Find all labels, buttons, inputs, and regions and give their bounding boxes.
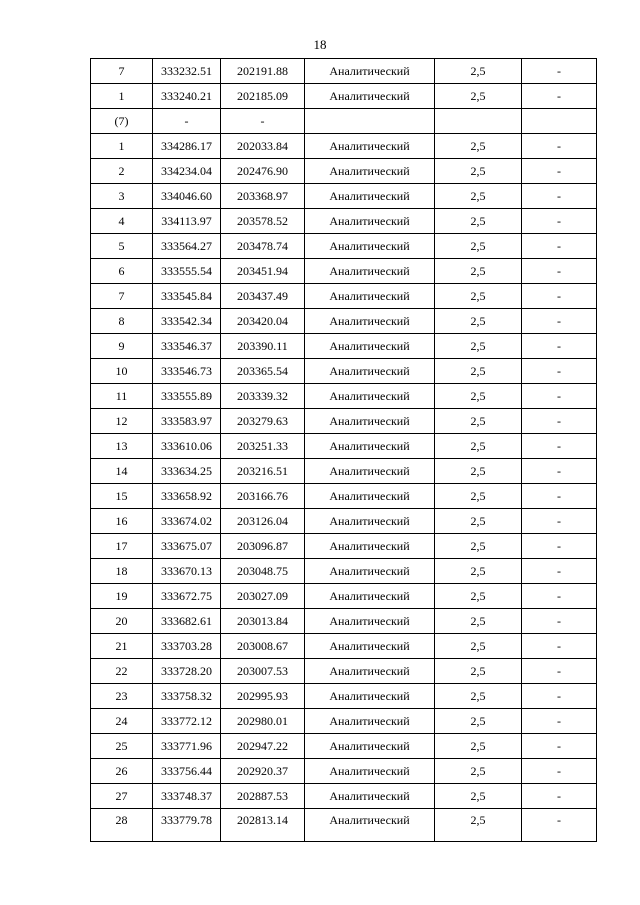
method-cell: Аналитический xyxy=(305,584,435,609)
y-coordinate-cell: 203216.51 xyxy=(221,459,305,484)
method-cell: Аналитический xyxy=(305,684,435,709)
y-coordinate-cell: 202947.22 xyxy=(221,734,305,759)
y-coordinate-cell: 203096.87 xyxy=(221,534,305,559)
accuracy-cell: 2,5 xyxy=(435,84,522,109)
method-cell: Аналитический xyxy=(305,284,435,309)
table-row xyxy=(91,59,597,84)
description-cell: - xyxy=(522,259,597,284)
description-cell: - xyxy=(522,534,597,559)
accuracy-cell: 2,5 xyxy=(435,759,522,784)
accuracy-cell: 2,5 xyxy=(435,459,522,484)
description-cell: - xyxy=(522,484,597,509)
method-cell: Аналитический xyxy=(305,134,435,159)
x-coordinate-cell: 333756.44 xyxy=(153,759,221,784)
x-coordinate-cell: 333672.75 xyxy=(153,584,221,609)
description-cell: - xyxy=(522,59,597,84)
point-number-cell: 14 xyxy=(91,459,153,484)
method-cell: Аналитический xyxy=(305,509,435,534)
method-cell: Аналитический xyxy=(305,409,435,434)
y-coordinate-cell: 202995.93 xyxy=(221,684,305,709)
method-cell: Аналитический xyxy=(305,359,435,384)
description-cell: - xyxy=(522,809,597,842)
point-number-cell: 6 xyxy=(91,259,153,284)
x-coordinate-cell: 333610.06 xyxy=(153,434,221,459)
accuracy-cell: 2,5 xyxy=(435,309,522,334)
point-number-cell: 23 xyxy=(91,684,153,709)
table-row xyxy=(91,459,597,484)
x-coordinate-cell: 334286.17 xyxy=(153,134,221,159)
x-coordinate-cell: 333772.12 xyxy=(153,709,221,734)
accuracy-cell: 2,5 xyxy=(435,334,522,359)
x-coordinate-cell: 333555.54 xyxy=(153,259,221,284)
x-coordinate-cell: 333542.34 xyxy=(153,309,221,334)
x-coordinate-cell: 333682.61 xyxy=(153,609,221,634)
point-number-cell: 10 xyxy=(91,359,153,384)
description-cell: - xyxy=(522,584,597,609)
y-coordinate-cell: 203007.53 xyxy=(221,659,305,684)
x-coordinate-cell: 333583.97 xyxy=(153,409,221,434)
method-cell: Аналитический xyxy=(305,809,435,842)
accuracy-cell: 2,5 xyxy=(435,159,522,184)
table-row xyxy=(91,684,597,709)
y-coordinate-cell: 202476.90 xyxy=(221,159,305,184)
accuracy-cell: 2,5 xyxy=(435,659,522,684)
accuracy-cell: 2,5 xyxy=(435,59,522,84)
x-coordinate-cell: - xyxy=(153,109,221,134)
x-coordinate-cell: 334046.60 xyxy=(153,184,221,209)
point-number-cell: 7 xyxy=(91,59,153,84)
x-coordinate-cell: 334234.04 xyxy=(153,159,221,184)
page-number: 18 xyxy=(313,37,327,52)
accuracy-cell: 2,5 xyxy=(435,784,522,809)
method-cell: Аналитический xyxy=(305,309,435,334)
table-row xyxy=(91,734,597,759)
x-coordinate-cell: 333634.25 xyxy=(153,459,221,484)
accuracy-cell: 2,5 xyxy=(435,284,522,309)
table-row xyxy=(91,109,597,134)
description-cell: - xyxy=(522,159,597,184)
method-cell: Аналитический xyxy=(305,159,435,184)
method-cell: Аналитический xyxy=(305,234,435,259)
x-coordinate-cell: 333564.27 xyxy=(153,234,221,259)
description-cell: - xyxy=(522,384,597,409)
point-number-cell: 25 xyxy=(91,734,153,759)
y-coordinate-cell: 203368.97 xyxy=(221,184,305,209)
point-number-cell: 24 xyxy=(91,709,153,734)
y-coordinate-cell: 202920.37 xyxy=(221,759,305,784)
table-row xyxy=(91,384,597,409)
table-row xyxy=(91,309,597,334)
method-cell: Аналитический xyxy=(305,434,435,459)
x-coordinate-cell: 333670.13 xyxy=(153,559,221,584)
accuracy-cell: 2,5 xyxy=(435,409,522,434)
method-cell: Аналитический xyxy=(305,384,435,409)
x-coordinate-cell: 333728.20 xyxy=(153,659,221,684)
table-row xyxy=(91,659,597,684)
description-cell: - xyxy=(522,409,597,434)
accuracy-cell: 2,5 xyxy=(435,534,522,559)
accuracy-cell: 2,5 xyxy=(435,584,522,609)
point-number-cell: 22 xyxy=(91,659,153,684)
method-cell: Аналитический xyxy=(305,659,435,684)
y-coordinate-cell: 203126.04 xyxy=(221,509,305,534)
point-number-cell: 11 xyxy=(91,384,153,409)
x-coordinate-cell: 333675.07 xyxy=(153,534,221,559)
description-cell: - xyxy=(522,334,597,359)
description-cell: - xyxy=(522,559,597,584)
y-coordinate-cell: 203437.49 xyxy=(221,284,305,309)
point-number-cell: 21 xyxy=(91,634,153,659)
method-cell: Аналитический xyxy=(305,484,435,509)
accuracy-cell: 2,5 xyxy=(435,384,522,409)
x-coordinate-cell: 333779.78 xyxy=(153,809,221,842)
table-row xyxy=(91,234,597,259)
description-cell: - xyxy=(522,209,597,234)
method-cell: Аналитический xyxy=(305,734,435,759)
description-cell: - xyxy=(522,734,597,759)
y-coordinate-cell: 203478.74 xyxy=(221,234,305,259)
method-cell: Аналитический xyxy=(305,609,435,634)
method-cell xyxy=(305,109,435,134)
table-row xyxy=(91,159,597,184)
table-row xyxy=(91,709,597,734)
point-number-cell: 20 xyxy=(91,609,153,634)
accuracy-cell xyxy=(435,109,522,134)
coordinates-table-body xyxy=(91,59,597,842)
method-cell: Аналитический xyxy=(305,84,435,109)
description-cell: - xyxy=(522,184,597,209)
y-coordinate-cell: 202033.84 xyxy=(221,134,305,159)
method-cell: Аналитический xyxy=(305,334,435,359)
table-row xyxy=(91,634,597,659)
description-cell: - xyxy=(522,784,597,809)
accuracy-cell: 2,5 xyxy=(435,184,522,209)
table-row xyxy=(91,284,597,309)
point-number-cell: 15 xyxy=(91,484,153,509)
x-coordinate-cell: 333771.96 xyxy=(153,734,221,759)
table-row xyxy=(91,484,597,509)
table-row xyxy=(91,584,597,609)
point-number-cell: 26 xyxy=(91,759,153,784)
x-coordinate-cell: 333703.28 xyxy=(153,634,221,659)
accuracy-cell: 2,5 xyxy=(435,234,522,259)
accuracy-cell: 2,5 xyxy=(435,634,522,659)
point-number-cell: 9 xyxy=(91,334,153,359)
accuracy-cell: 2,5 xyxy=(435,559,522,584)
accuracy-cell: 2,5 xyxy=(435,134,522,159)
y-coordinate-cell: 202980.01 xyxy=(221,709,305,734)
description-cell: - xyxy=(522,134,597,159)
table-row xyxy=(91,534,597,559)
point-number-cell: (7) xyxy=(91,109,153,134)
point-number-cell: 12 xyxy=(91,409,153,434)
point-number-cell: 1 xyxy=(91,134,153,159)
y-coordinate-cell: 202887.53 xyxy=(221,784,305,809)
method-cell: Аналитический xyxy=(305,784,435,809)
x-coordinate-cell: 334113.97 xyxy=(153,209,221,234)
table-row xyxy=(91,84,597,109)
accuracy-cell: 2,5 xyxy=(435,259,522,284)
coordinates-table xyxy=(90,58,597,842)
method-cell: Аналитический xyxy=(305,259,435,284)
description-cell: - xyxy=(522,609,597,634)
table-row xyxy=(91,334,597,359)
method-cell: Аналитический xyxy=(305,209,435,234)
table-row xyxy=(91,609,597,634)
table-row xyxy=(91,209,597,234)
description-cell: - xyxy=(522,84,597,109)
point-number-cell: 27 xyxy=(91,784,153,809)
y-coordinate-cell: 203420.04 xyxy=(221,309,305,334)
table-row xyxy=(91,259,597,284)
y-coordinate-cell: 203279.63 xyxy=(221,409,305,434)
x-coordinate-cell: 333546.73 xyxy=(153,359,221,384)
x-coordinate-cell: 333546.37 xyxy=(153,334,221,359)
description-cell: - xyxy=(522,459,597,484)
y-coordinate-cell: 203013.84 xyxy=(221,609,305,634)
point-number-cell: 13 xyxy=(91,434,153,459)
table-row xyxy=(91,559,597,584)
x-coordinate-cell: 333674.02 xyxy=(153,509,221,534)
accuracy-cell: 2,5 xyxy=(435,209,522,234)
description-cell: - xyxy=(522,509,597,534)
y-coordinate-cell: 203339.32 xyxy=(221,384,305,409)
accuracy-cell: 2,5 xyxy=(435,709,522,734)
accuracy-cell: 2,5 xyxy=(435,509,522,534)
method-cell: Аналитический xyxy=(305,634,435,659)
table-row xyxy=(91,809,597,842)
table-row xyxy=(91,134,597,159)
x-coordinate-cell: 333758.32 xyxy=(153,684,221,709)
y-coordinate-cell: 203451.94 xyxy=(221,259,305,284)
y-coordinate-cell: 202813.14 xyxy=(221,809,305,842)
y-coordinate-cell: 203578.52 xyxy=(221,209,305,234)
point-number-cell: 7 xyxy=(91,284,153,309)
description-cell: - xyxy=(522,309,597,334)
y-coordinate-cell: 203027.09 xyxy=(221,584,305,609)
point-number-cell: 4 xyxy=(91,209,153,234)
point-number-cell: 17 xyxy=(91,534,153,559)
table-row xyxy=(91,434,597,459)
y-coordinate-cell: 202185.09 xyxy=(221,84,305,109)
y-coordinate-cell: 203048.75 xyxy=(221,559,305,584)
accuracy-cell: 2,5 xyxy=(435,684,522,709)
description-cell: - xyxy=(522,634,597,659)
x-coordinate-cell: 333232.51 xyxy=(153,59,221,84)
accuracy-cell: 2,5 xyxy=(435,809,522,842)
y-coordinate-cell: - xyxy=(221,109,305,134)
point-number-cell: 3 xyxy=(91,184,153,209)
x-coordinate-cell: 333748.37 xyxy=(153,784,221,809)
point-number-cell: 5 xyxy=(91,234,153,259)
method-cell: Аналитический xyxy=(305,559,435,584)
point-number-cell: 2 xyxy=(91,159,153,184)
accuracy-cell: 2,5 xyxy=(435,484,522,509)
description-cell: - xyxy=(522,709,597,734)
point-number-cell: 8 xyxy=(91,309,153,334)
point-number-cell: 1 xyxy=(91,84,153,109)
table-row xyxy=(91,784,597,809)
method-cell: Аналитический xyxy=(305,184,435,209)
description-cell: - xyxy=(522,759,597,784)
point-number-cell: 19 xyxy=(91,584,153,609)
x-coordinate-cell: 333240.21 xyxy=(153,84,221,109)
point-number-cell: 16 xyxy=(91,509,153,534)
method-cell: Аналитический xyxy=(305,59,435,84)
description-cell: - xyxy=(522,284,597,309)
method-cell: Аналитический xyxy=(305,709,435,734)
y-coordinate-cell: 203008.67 xyxy=(221,634,305,659)
y-coordinate-cell: 203166.76 xyxy=(221,484,305,509)
description-cell: - xyxy=(522,659,597,684)
y-coordinate-cell: 203365.54 xyxy=(221,359,305,384)
description-cell: - xyxy=(522,684,597,709)
x-coordinate-cell: 333555.89 xyxy=(153,384,221,409)
table-row xyxy=(91,184,597,209)
description-cell: - xyxy=(522,234,597,259)
accuracy-cell: 2,5 xyxy=(435,734,522,759)
x-coordinate-cell: 333545.84 xyxy=(153,284,221,309)
description-cell xyxy=(522,109,597,134)
y-coordinate-cell: 203390.11 xyxy=(221,334,305,359)
accuracy-cell: 2,5 xyxy=(435,609,522,634)
y-coordinate-cell: 203251.33 xyxy=(221,434,305,459)
table-row xyxy=(91,759,597,784)
point-number-cell: 28 xyxy=(91,809,153,842)
method-cell: Аналитический xyxy=(305,534,435,559)
table-row xyxy=(91,359,597,384)
method-cell: Аналитический xyxy=(305,759,435,784)
accuracy-cell: 2,5 xyxy=(435,434,522,459)
description-cell: - xyxy=(522,359,597,384)
table-row xyxy=(91,509,597,534)
accuracy-cell: 2,5 xyxy=(435,359,522,384)
table-row xyxy=(91,409,597,434)
point-number-cell: 18 xyxy=(91,559,153,584)
description-cell: - xyxy=(522,434,597,459)
y-coordinate-cell: 202191.88 xyxy=(221,59,305,84)
x-coordinate-cell: 333658.92 xyxy=(153,484,221,509)
method-cell: Аналитический xyxy=(305,459,435,484)
